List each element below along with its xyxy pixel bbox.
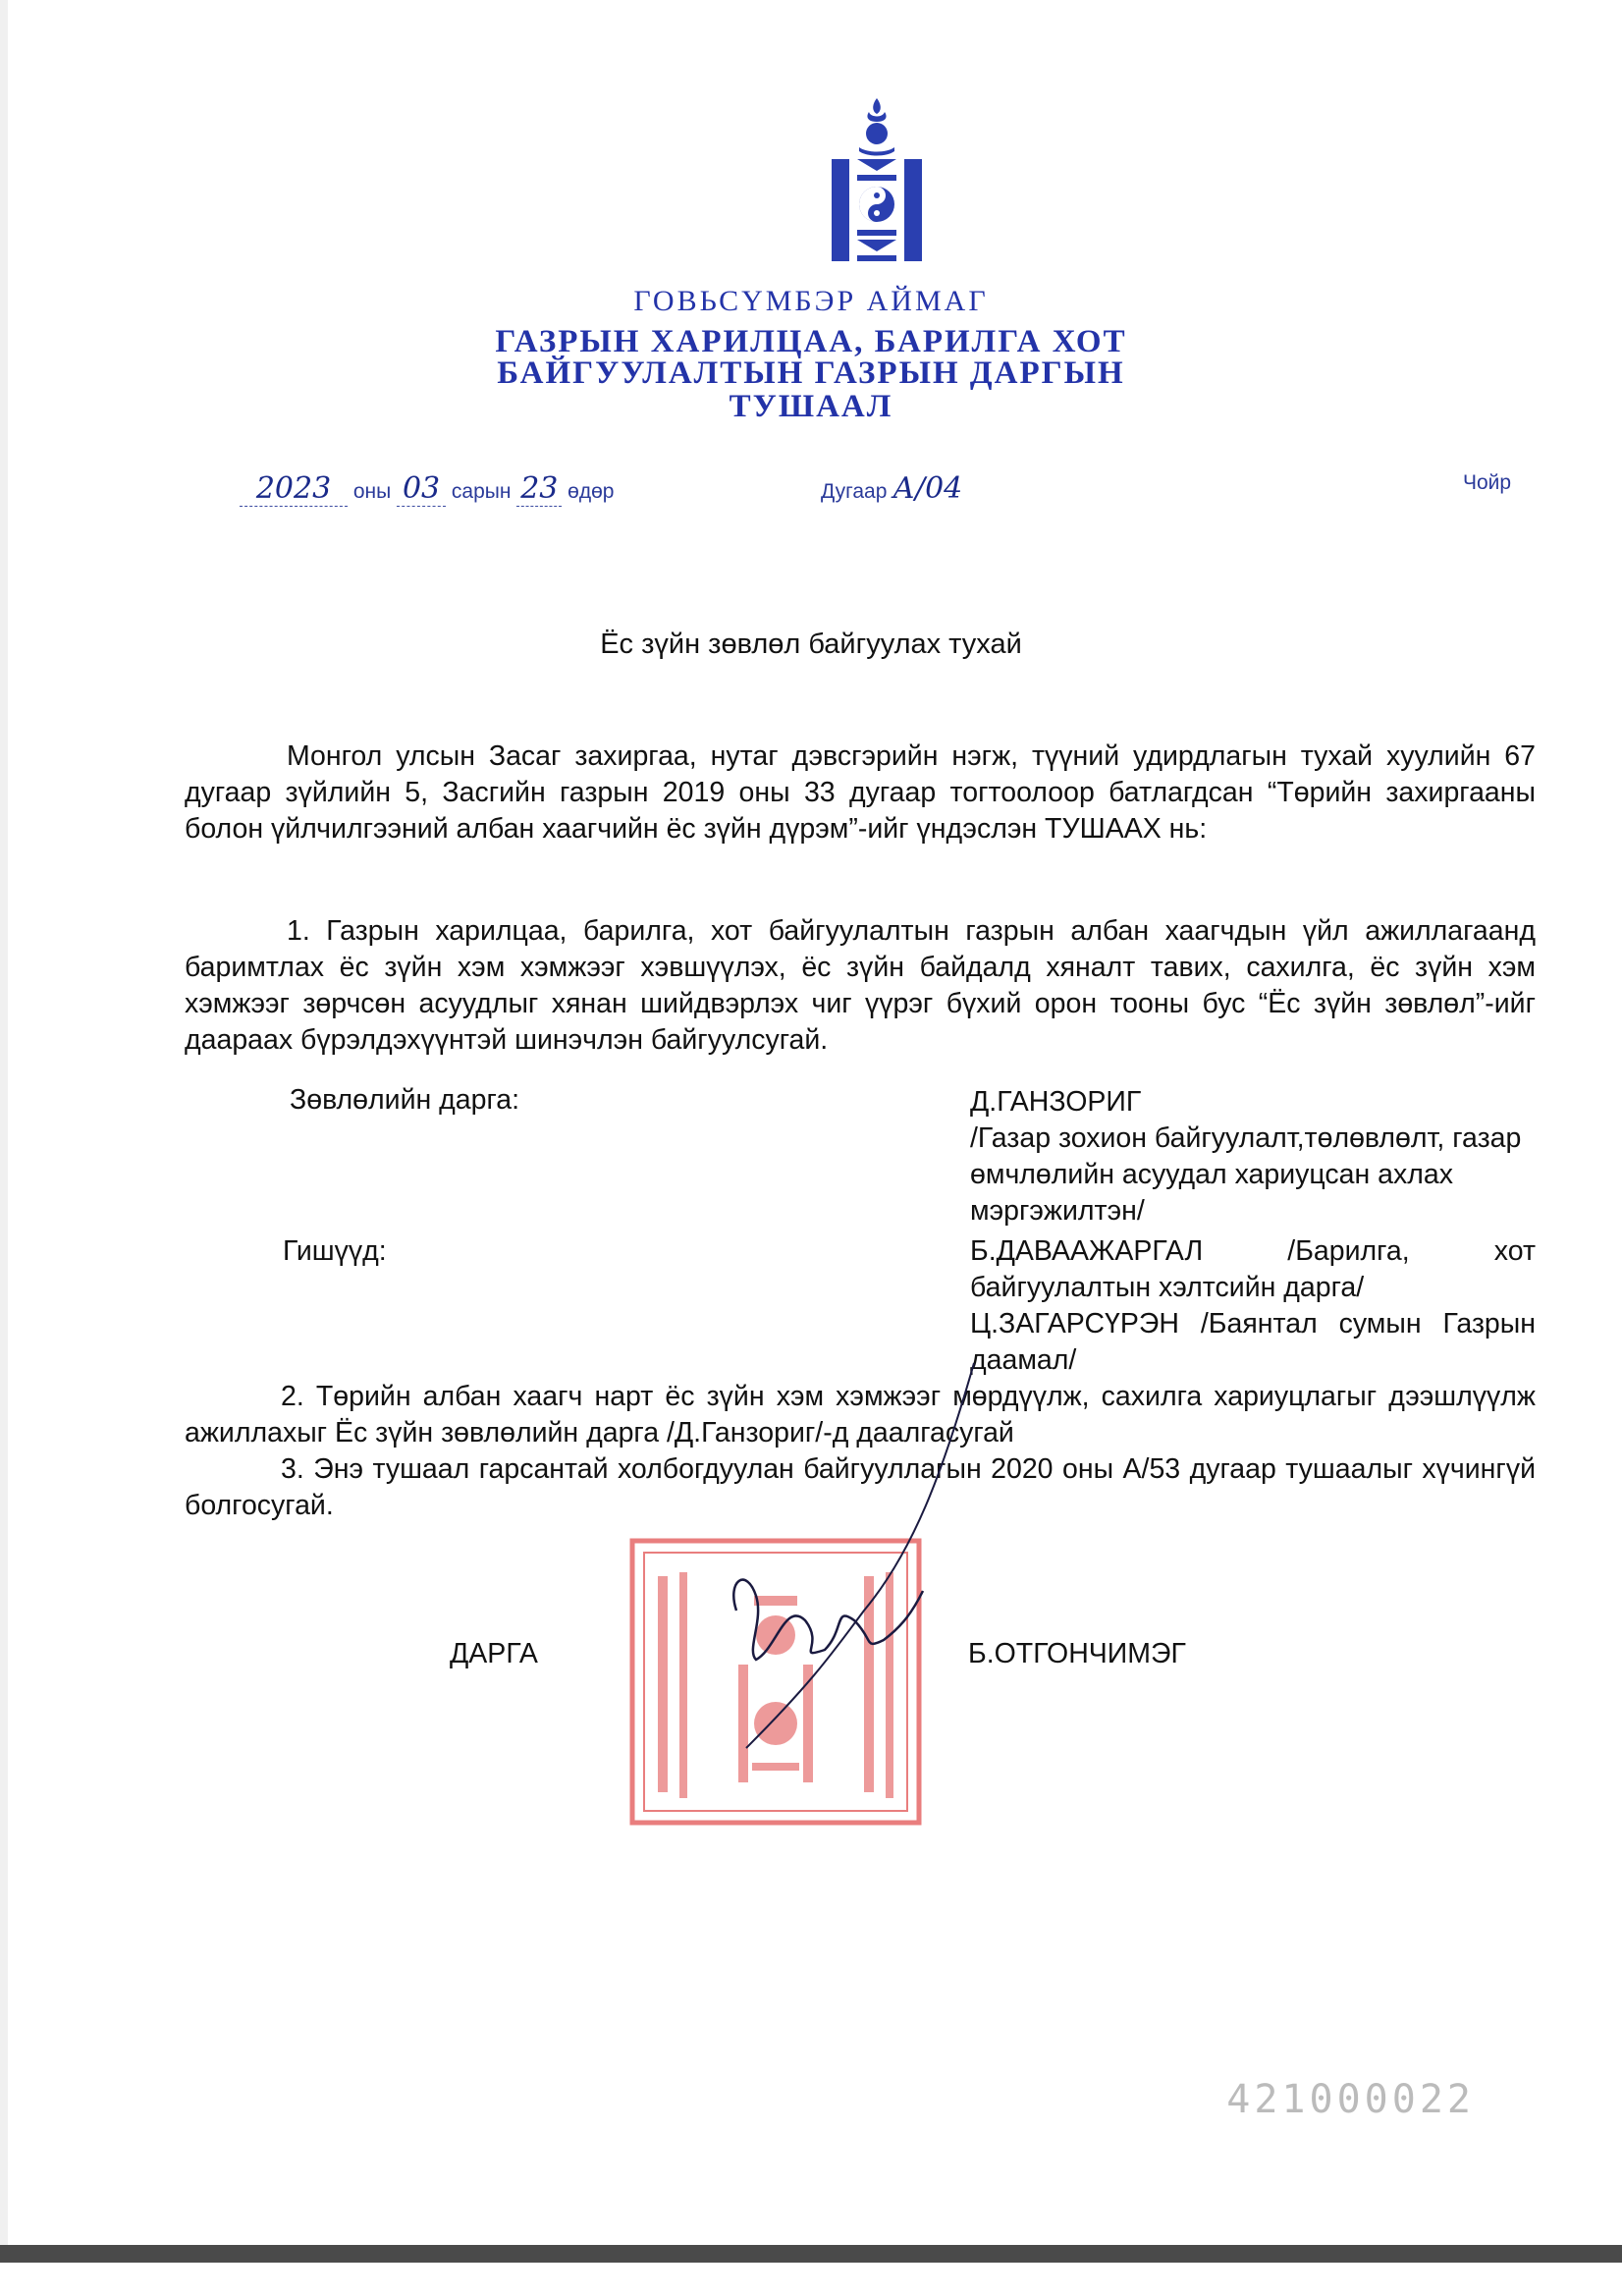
signatory-name: Б.ОТГОНЧИМЭГ: [968, 1638, 1186, 1669]
signature-mark: [717, 1355, 992, 1768]
chair-role: /Газар зохион байгуулалт,төлөвлөлт, газар өмчлөлийн асуудал хариуцсан ахлах мэргэжилтэн/: [970, 1122, 1522, 1227]
header-aimag: ГОВЬСҮМБЭР АЙМАГ: [633, 285, 989, 317]
scan-bottom-bar: [0, 2245, 1622, 2263]
place-name: Чойр: [1463, 471, 1512, 494]
members-label: Гишүүд:: [283, 1235, 387, 1267]
order-number-label: Дугаар: [821, 480, 888, 503]
date-month-suffix: сарын: [451, 480, 512, 503]
date-day: 23: [516, 471, 562, 507]
member-2: Ц.ЗАГАРСҮРЭН /Баянтал сумын Газрын даамал/: [970, 1308, 1536, 1376]
serial-number: 421000022: [1226, 2077, 1475, 2122]
item-2-paragraph: 2. Төрийн албан хаагч нарт ёс зүйн хэм хэмжээг мөрдүүлж, сахилга хариуцлагыг дээшлүүлж ажиллахыг Ёс зүйн зөвлөлийн дарга /Д.Ганзориг/-д даалгасугай: [185, 1381, 1536, 1449]
date-month: 03: [397, 471, 446, 507]
order-number: [821, 471, 962, 506]
document-title: Ёс зүйн зөвлөл байгуулах тухай: [600, 629, 1022, 660]
soyombo-emblem-icon: [830, 98, 924, 265]
intro-paragraph: Монгол улсын Засаг захиргаа, нутаг дэвсгэрийн нэгж, түүний удирдлагын тухай хуулийн 67 дугаар зүйлийн 5, Засгийн газрын 2019 оны 33 дугаар тогтоолоор батлагдсан “Төрийн захиргааны болон үйлчилгээний албан хаагчийн ёс зүйн дүрэм”-ийг үндэслэн ТУШААХ нь:: [185, 740, 1536, 845]
chair-label: Зөвлөлийн дарга:: [290, 1084, 520, 1116]
header-line-2: БАЙГУУЛАЛТЫН ГАЗРЫН ДАРГЫН: [497, 355, 1125, 391]
chair-name: Д.ГАНЗОРИГ: [970, 1086, 1142, 1118]
item-3-paragraph: 3. Энэ тушаал гарсантай холбогдуулан байгууллагын 2020 оны А/53 дугаар тушаалыг хүчингүй болгосугай.: [185, 1453, 1536, 1521]
order-number-value: А/04: [892, 471, 963, 506]
signatory-title: ДАРГА: [450, 1638, 538, 1669]
date-year: 2023: [240, 471, 348, 507]
item-1-paragraph: 1. Газрын харилцаа, барилга, хот байгуулалтын газрын албан хаагчдын үйл ажиллагаанд баримтлах ёс зүйн хэм хэмжээг хэвшүүлэх, ёс зүйн байдалд хяналт тавих, сахилга, ёс зүйн хэм хэмжээг зөрчсөн асуудлыг хянан шийдвэрлэх чиг үүрэг бүхий орон тооны бус “Ёс зүйн зөвлөл”-ийг даараах бүрэлдэхүүнтэй шинэчлэн байгуулсугай.: [185, 915, 1536, 1056]
header-line-1: ГАЗРЫН ХАРИЛЦАА, БАРИЛГА ХОТ: [495, 324, 1127, 359]
header-line-3: ТУШААЛ: [729, 389, 893, 424]
date-line: [240, 471, 614, 507]
date-year-suffix: оны: [352, 480, 392, 503]
date-day-suffix: өдөр: [568, 480, 615, 503]
member-1: Б.ДАВААЖАРГАЛ /Барилга, хот байгуулалтын хэлтсийн дарга/: [970, 1235, 1536, 1303]
chair-block: [970, 1084, 1536, 1230]
